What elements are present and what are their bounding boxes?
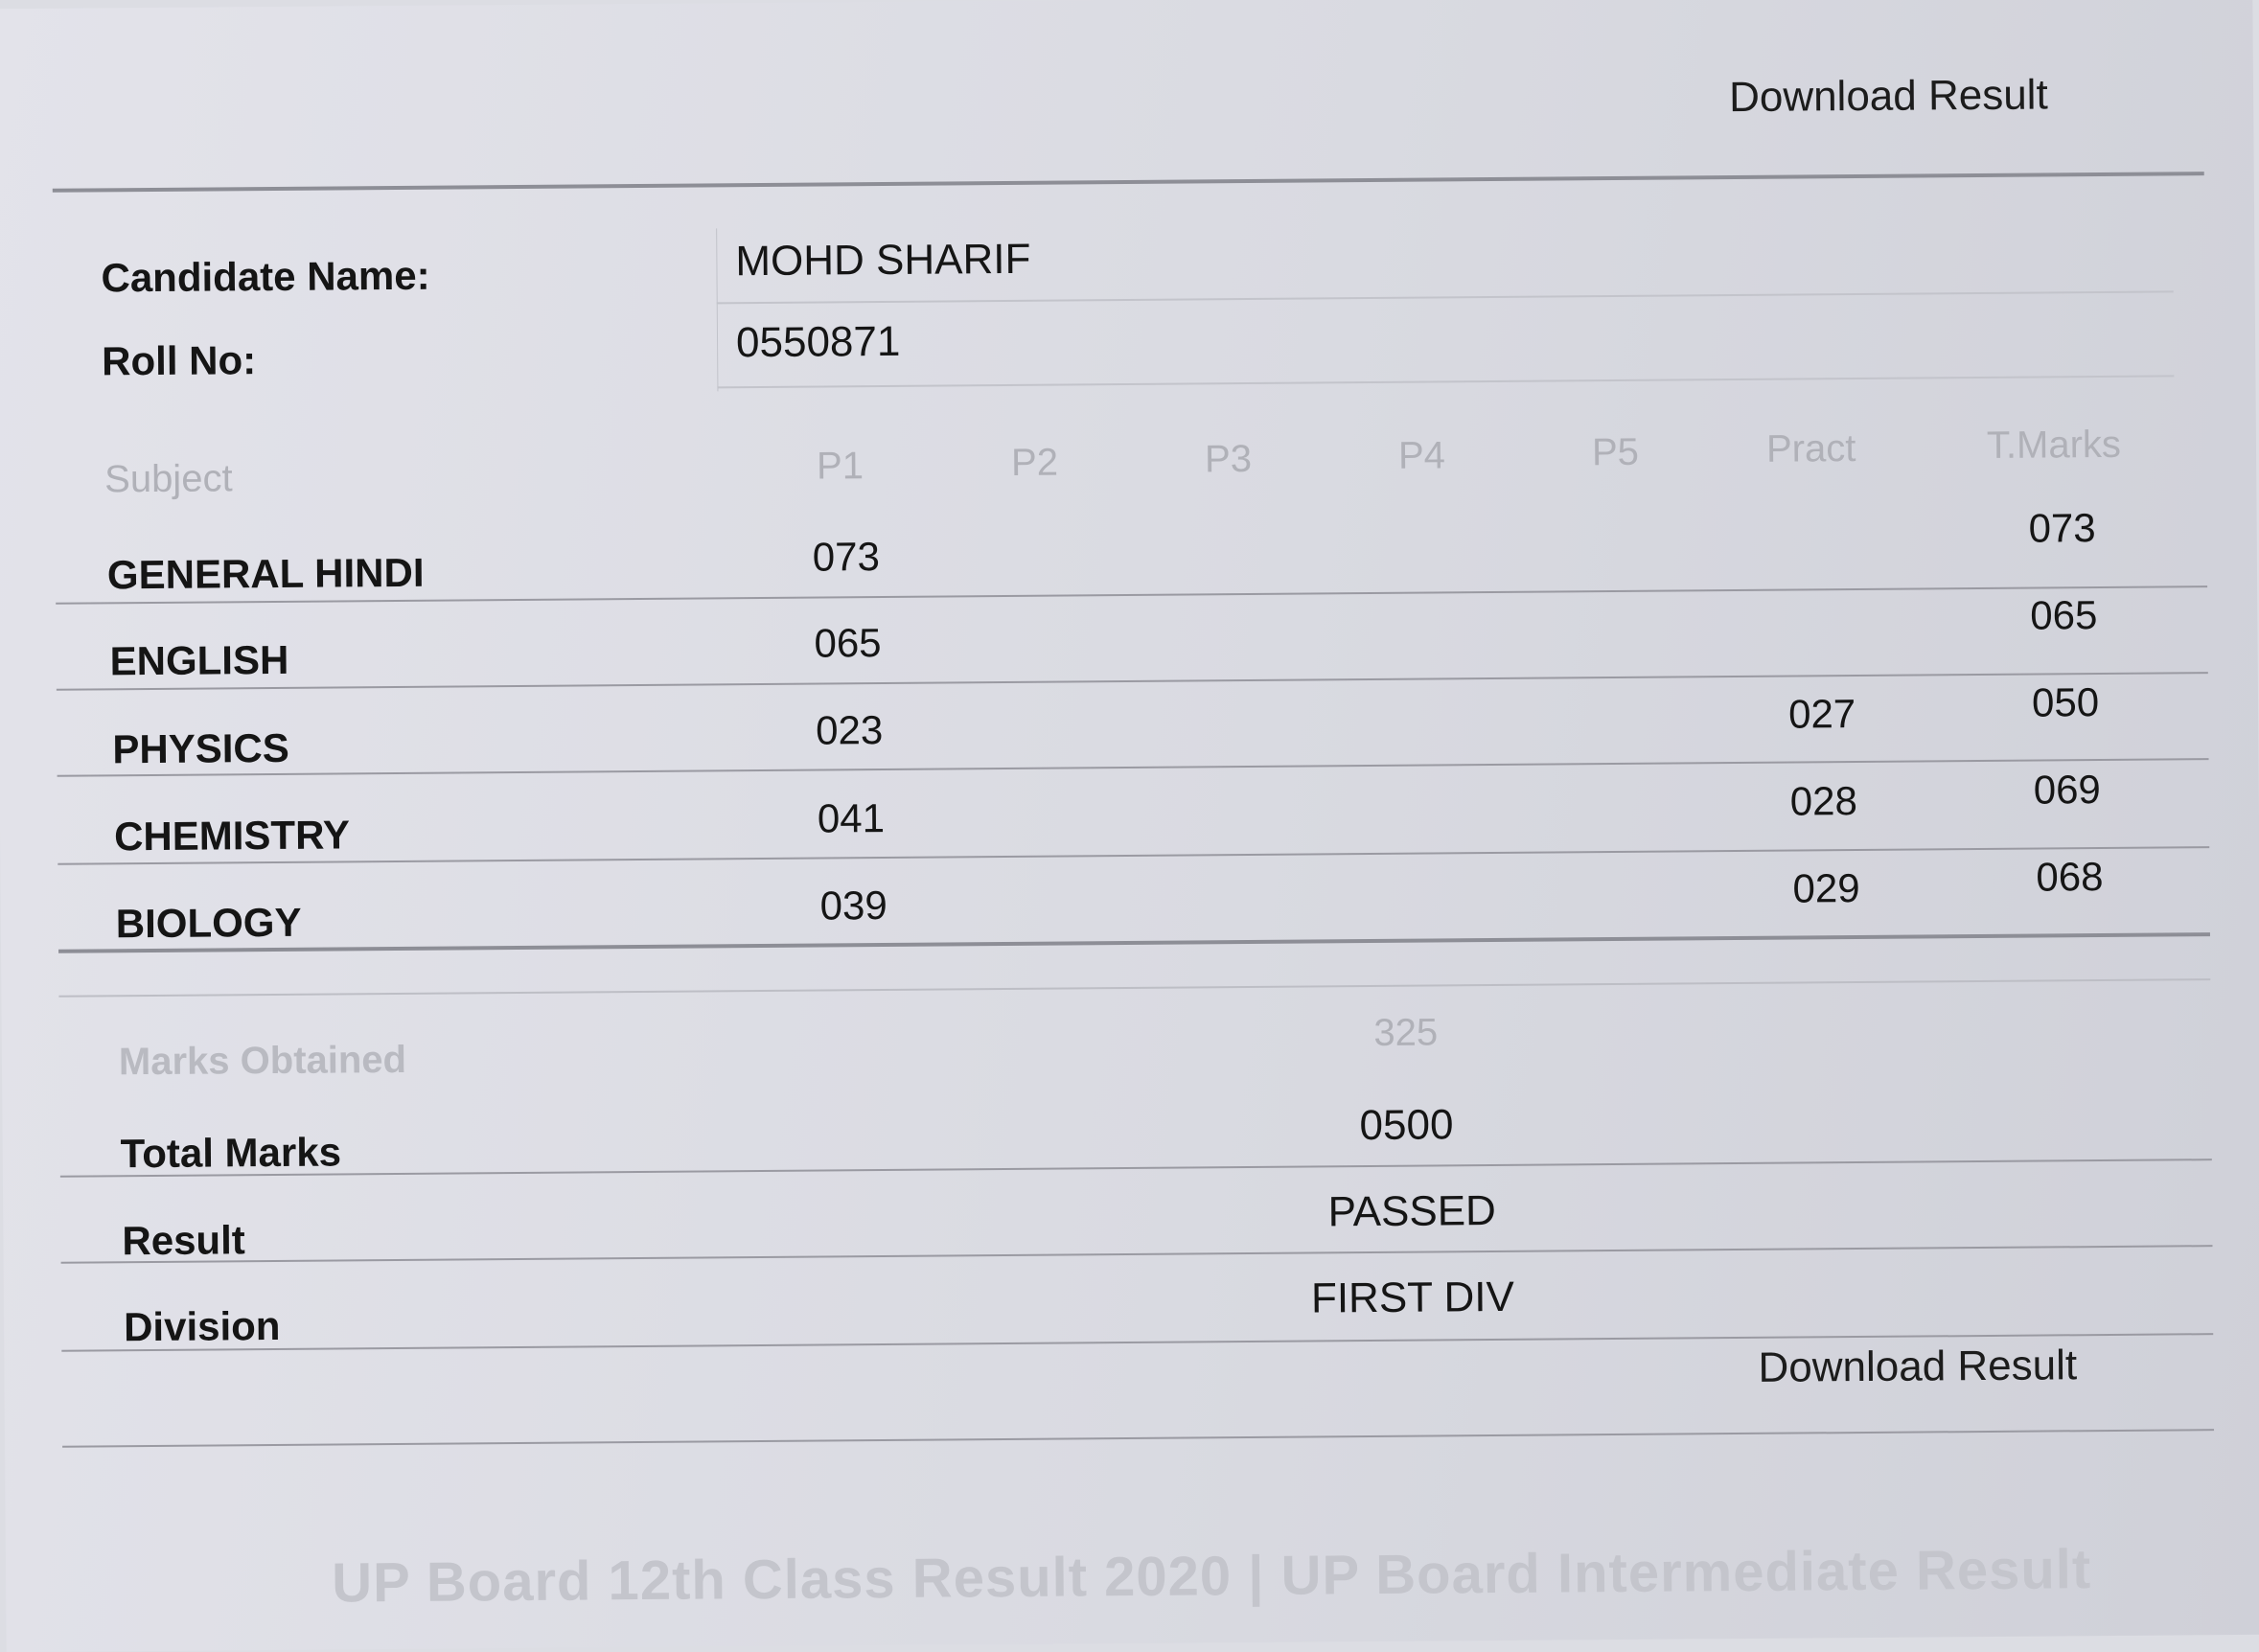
header-p3: P3 — [1204, 437, 1253, 481]
header-subject: Subject — [104, 457, 233, 501]
header-total-marks: T.Marks — [1986, 423, 2122, 467]
p1-mark: 039 — [819, 882, 887, 929]
subject-name: CHEMISTRY — [113, 812, 351, 860]
download-result-link-bottom[interactable]: Download Result — [1758, 1342, 2078, 1391]
subject-name: GENERAL HINDI — [106, 549, 425, 598]
candidate-name-label: Candidate Name: — [101, 252, 430, 301]
subject-name: PHYSICS — [112, 724, 289, 772]
division-value: FIRST DIV — [1310, 1273, 1515, 1322]
header-p5: P5 — [1591, 430, 1640, 474]
bottom-divider — [62, 1429, 2214, 1448]
total-mark: 068 — [2036, 854, 2104, 900]
p1-mark: 073 — [812, 534, 881, 580]
pract-mark: 028 — [1789, 778, 1858, 824]
pract-mark — [1742, 516, 1896, 517]
marks-obtained-value: 325 — [1373, 1011, 1439, 1055]
pract-mark: 029 — [1792, 865, 1860, 911]
summary-row-divider — [61, 1245, 2213, 1264]
subject-name: ENGLISH — [109, 636, 289, 684]
summary-top-divider — [58, 978, 2210, 998]
roll-no-value: 0550871 — [735, 317, 901, 367]
table-bottom-divider — [58, 932, 2210, 953]
download-result-link-top[interactable]: Download Result — [1728, 71, 2048, 122]
footer-title: UP Board 12th Class Result 2020 | UP Board Intermediate Result — [331, 1538, 2092, 1615]
name-row-divider — [717, 290, 2174, 304]
row-divider — [57, 672, 2208, 691]
header-p1: P1 — [816, 445, 864, 488]
header-p4: P4 — [1397, 434, 1446, 477]
header-p2: P2 — [1010, 441, 1059, 484]
total-mark: 050 — [2031, 679, 2100, 725]
summary-row-divider — [60, 1159, 2212, 1178]
header-divider — [53, 172, 2204, 193]
total-mark: 069 — [2033, 767, 2101, 813]
division-label: Division — [123, 1302, 281, 1350]
pract-mark — [1743, 604, 1897, 605]
subject-name: BIOLOGY — [115, 899, 302, 947]
total-marks-value: 0500 — [1359, 1101, 1454, 1150]
p1-mark: 065 — [814, 620, 882, 666]
candidate-name-value: MOHD SHARIF — [735, 235, 1031, 286]
total-mark: 065 — [2030, 592, 2098, 638]
row-divider — [58, 846, 2209, 865]
p1-mark: 041 — [817, 795, 886, 841]
roll-row-divider — [717, 375, 2174, 388]
result-label: Result — [122, 1217, 245, 1264]
header-pract: Pract — [1765, 427, 1856, 470]
total-marks-label: Total Marks — [120, 1129, 342, 1177]
p1-mark: 023 — [816, 707, 884, 753]
result-value: PASSED — [1327, 1187, 1497, 1236]
marks-obtained-label: Marks Obtained — [118, 1038, 407, 1084]
candidate-column-divider — [716, 228, 718, 391]
pract-mark: 027 — [1787, 691, 1856, 737]
total-mark: 073 — [2028, 505, 2096, 551]
roll-no-label: Roll No: — [102, 337, 257, 384]
row-divider — [58, 758, 2209, 777]
